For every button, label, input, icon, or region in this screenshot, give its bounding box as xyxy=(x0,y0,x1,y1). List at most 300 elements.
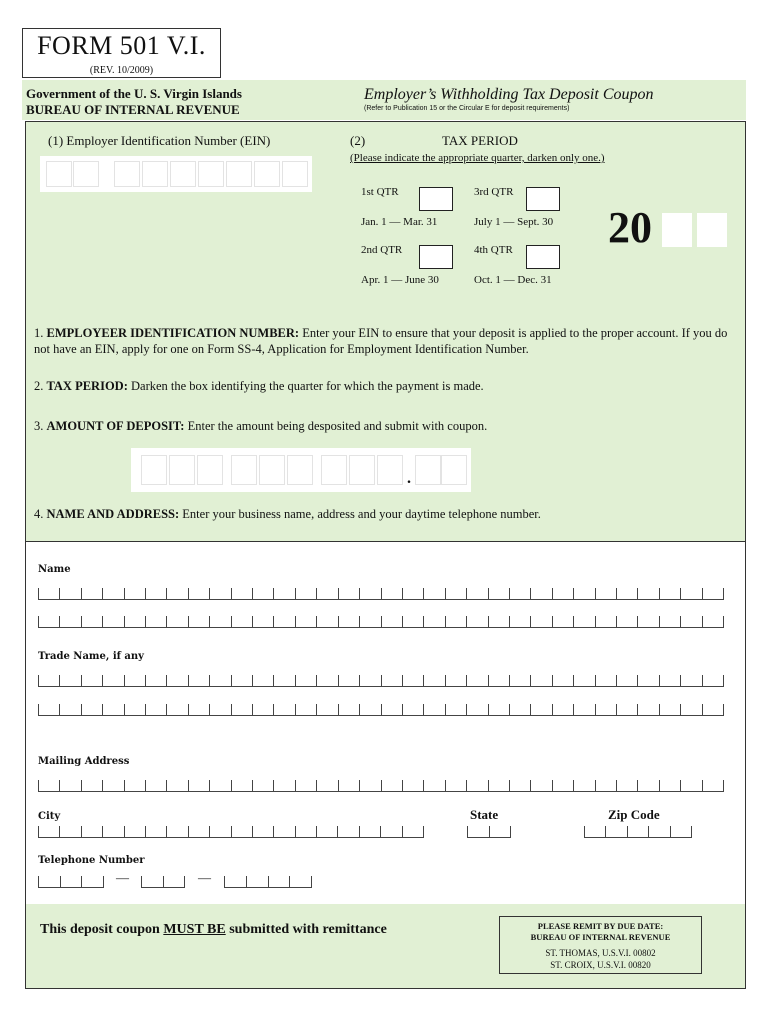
comb-tick xyxy=(637,588,638,600)
trade-name-label: Trade Name, if any xyxy=(38,651,144,662)
comb-tick xyxy=(188,588,189,600)
comb-tick xyxy=(359,826,360,838)
comb-tick xyxy=(81,704,82,716)
name-input-line-1[interactable] xyxy=(38,588,724,600)
comb-tick xyxy=(702,675,703,687)
year-digit[interactable] xyxy=(662,213,692,247)
comb-tick xyxy=(637,780,638,792)
comb-tick xyxy=(166,616,167,628)
comb-tick xyxy=(466,675,467,687)
comb-tick xyxy=(359,704,360,716)
comb-tick xyxy=(316,588,317,600)
comb-tick xyxy=(637,704,638,716)
comb-tick xyxy=(337,826,338,838)
comb-tick xyxy=(509,588,510,600)
comb-tick xyxy=(184,876,185,888)
comb-tick xyxy=(530,588,531,600)
quarter-1-checkbox[interactable] xyxy=(419,187,453,211)
comb-tick xyxy=(188,675,189,687)
comb-tick xyxy=(102,616,103,628)
remit-bureau: BUREAU OF INTERNAL REVENUE xyxy=(530,932,671,942)
quarter-3-range: July 1 — Sept. 30 xyxy=(474,216,554,228)
ein-digit[interactable] xyxy=(226,161,252,187)
comb-tick xyxy=(252,675,253,687)
remit-heading: PLEASE REMIT BY DUE DATE: xyxy=(537,921,664,931)
name-label: Name xyxy=(38,564,71,575)
comb-tick xyxy=(552,780,553,792)
zip-input[interactable] xyxy=(584,826,692,838)
comb-tick xyxy=(252,780,253,792)
comb-tick xyxy=(316,704,317,716)
comb-tick xyxy=(268,876,269,888)
comb-tick xyxy=(402,616,403,628)
comb-tick xyxy=(616,616,617,628)
comb-tick xyxy=(489,826,490,838)
comb-tick xyxy=(124,675,125,687)
comb-tick xyxy=(488,675,489,687)
comb-tick xyxy=(445,675,446,687)
comb-tick xyxy=(316,616,317,628)
comb-tick xyxy=(311,876,312,888)
instruction-3: 3. AMOUNT OF DEPOSIT: Enter the amount being desposited and submit with coupon. xyxy=(34,419,488,433)
trade-name-input-line-1[interactable] xyxy=(38,675,724,687)
comb-tick xyxy=(584,826,585,838)
comb-tick xyxy=(530,780,531,792)
comb-tick xyxy=(209,675,210,687)
comb-tick xyxy=(423,780,424,792)
comb-tick xyxy=(510,826,511,838)
comb-tick xyxy=(509,616,510,628)
comb-tick xyxy=(680,675,681,687)
year-digit[interactable] xyxy=(697,213,727,247)
comb-tick xyxy=(124,704,125,716)
comb-tick xyxy=(166,780,167,792)
remit-st-croix: ST. CROIX, U.S.V.I. 00820 xyxy=(550,960,651,970)
comb-tick xyxy=(402,675,403,687)
instruction-1: 1. EMPLOYEER IDENTIFICATION NUMBER: Enter your EIN to ensure that your deposit is applied to the proper account. If you do not have an EIN, apply for one on Form SS-4, Application for Employment Identification Number. xyxy=(34,326,728,356)
comb-tick xyxy=(616,704,617,716)
comb-tick xyxy=(423,704,424,716)
comb-tick xyxy=(488,704,489,716)
comb-tick xyxy=(145,616,146,628)
submit-note-pre: This deposit coupon xyxy=(40,922,164,937)
comb-tick xyxy=(467,826,468,838)
comb-tick xyxy=(402,588,403,600)
comb-tick xyxy=(552,704,553,716)
comb-tick xyxy=(166,588,167,600)
comb-tick xyxy=(231,704,232,716)
comb-tick xyxy=(466,780,467,792)
comb-tick xyxy=(359,616,360,628)
comb-tick xyxy=(273,704,274,716)
quarter-4-range: Oct. 1 — Dec. 31 xyxy=(474,274,552,286)
comb-tick xyxy=(81,826,82,838)
comb-tick xyxy=(38,876,39,888)
quarter-3-checkbox[interactable] xyxy=(526,187,560,211)
comb-baseline xyxy=(584,837,692,838)
instruction-4-title: NAME AND ADDRESS: xyxy=(46,507,180,521)
comb-tick xyxy=(81,780,82,792)
comb-tick xyxy=(252,588,253,600)
instruction-2-title: TAX PERIOD: xyxy=(46,379,128,393)
comb-baseline xyxy=(38,887,104,888)
remit-st-thomas: ST. THOMAS, U.S.V.I. 00802 xyxy=(545,948,656,958)
instruction-3-title: AMOUNT OF DEPOSIT: xyxy=(46,419,185,433)
ein-digit[interactable] xyxy=(198,161,224,187)
phone-separator: — xyxy=(116,870,129,885)
comb-tick xyxy=(163,876,164,888)
comb-tick xyxy=(102,826,103,838)
comb-tick xyxy=(423,616,424,628)
comb-tick xyxy=(659,616,660,628)
comb-tick xyxy=(124,616,125,628)
comb-tick xyxy=(166,675,167,687)
amount-field[interactable] xyxy=(131,448,471,492)
comb-tick xyxy=(402,826,403,838)
comb-tick xyxy=(380,826,381,838)
remit-address-box xyxy=(499,916,702,974)
amount-digit[interactable] xyxy=(259,455,285,485)
comb-tick xyxy=(552,675,553,687)
comb-tick xyxy=(488,616,489,628)
comb-tick xyxy=(702,704,703,716)
comb-tick xyxy=(573,675,574,687)
ein-digit[interactable] xyxy=(254,161,280,187)
comb-tick xyxy=(273,780,274,792)
amount-digit[interactable] xyxy=(349,455,375,485)
phone-area-code-input[interactable] xyxy=(38,876,104,888)
instruction-1-title: EMPLOYEER IDENTIFICATION NUMBER: xyxy=(46,326,300,340)
comb-tick xyxy=(530,704,531,716)
amount-digit[interactable] xyxy=(287,455,313,485)
quarter-1-label: 1st QTR xyxy=(361,186,399,198)
comb-tick xyxy=(573,780,574,792)
comb-tick xyxy=(359,675,360,687)
comb-tick xyxy=(488,780,489,792)
comb-tick xyxy=(102,675,103,687)
comb-tick xyxy=(691,826,692,838)
ein-digit[interactable] xyxy=(46,161,72,187)
comb-tick xyxy=(252,826,253,838)
state-label: State xyxy=(470,807,499,822)
comb-tick xyxy=(637,616,638,628)
comb-tick xyxy=(616,675,617,687)
comb-tick xyxy=(616,780,617,792)
comb-tick xyxy=(659,780,660,792)
comb-tick xyxy=(295,826,296,838)
amount-digit[interactable] xyxy=(231,455,257,485)
telephone-label: Telephone Number xyxy=(38,855,145,866)
instruction-4-text: Enter your business name, address and your daytime telephone number. xyxy=(182,507,541,521)
amount-digit[interactable] xyxy=(169,455,195,485)
comb-tick xyxy=(231,826,232,838)
comb-tick xyxy=(723,780,724,792)
comb-tick xyxy=(224,876,225,888)
comb-tick xyxy=(81,588,82,600)
form-title-box xyxy=(22,28,221,78)
comb-tick xyxy=(231,780,232,792)
comb-tick xyxy=(38,588,39,600)
comb-tick xyxy=(188,616,189,628)
comb-tick xyxy=(59,826,60,838)
quarter-4-label: 4th QTR xyxy=(474,244,513,256)
submit-note-emphasis: MUST BE xyxy=(163,922,226,937)
comb-tick xyxy=(445,780,446,792)
comb-tick xyxy=(445,704,446,716)
comb-tick xyxy=(595,616,596,628)
comb-tick xyxy=(316,780,317,792)
phone-prefix-input[interactable] xyxy=(141,876,185,888)
comb-tick xyxy=(659,704,660,716)
submit-note xyxy=(40,922,387,938)
comb-tick xyxy=(359,780,360,792)
comb-tick xyxy=(141,876,142,888)
comb-tick xyxy=(316,826,317,838)
comb-tick xyxy=(338,675,339,687)
comb-tick xyxy=(38,780,39,792)
amount-digit[interactable] xyxy=(377,455,403,485)
quarter-2-checkbox[interactable] xyxy=(419,245,453,269)
comb-tick xyxy=(59,616,60,628)
comb-tick xyxy=(680,704,681,716)
comb-tick xyxy=(595,704,596,716)
ein-period-section xyxy=(26,122,745,541)
comb-tick xyxy=(680,780,681,792)
tax-period-number: (2) xyxy=(350,133,366,148)
ein-digit[interactable] xyxy=(114,161,140,187)
comb-tick xyxy=(338,704,339,716)
comb-tick xyxy=(509,675,510,687)
comb-tick xyxy=(295,675,296,687)
comb-tick xyxy=(209,780,210,792)
comb-tick xyxy=(145,780,146,792)
comb-tick xyxy=(145,588,146,600)
comb-tick xyxy=(402,780,403,792)
comb-tick xyxy=(680,616,681,628)
comb-tick xyxy=(466,704,467,716)
name-address-section xyxy=(26,541,745,906)
footer-section xyxy=(26,904,745,988)
amount-cents-digit[interactable] xyxy=(441,455,467,485)
comb-tick xyxy=(188,780,189,792)
comb-tick xyxy=(445,616,446,628)
comb-tick xyxy=(273,826,274,838)
decimal-point: . xyxy=(407,470,411,487)
comb-tick xyxy=(145,826,146,838)
state-input[interactable] xyxy=(467,826,511,838)
comb-tick xyxy=(273,588,274,600)
comb-tick xyxy=(466,616,467,628)
comb-tick xyxy=(595,675,596,687)
comb-tick xyxy=(102,780,103,792)
comb-tick xyxy=(166,704,167,716)
comb-tick xyxy=(573,616,574,628)
comb-tick xyxy=(702,588,703,600)
comb-tick xyxy=(295,588,296,600)
form-title: FORM 501 V.I. xyxy=(37,31,206,60)
comb-tick xyxy=(627,826,628,838)
comb-tick xyxy=(670,826,671,838)
instruction-2-text: Darken the box identifying the quarter for which the payment is made. xyxy=(131,379,484,393)
comb-tick xyxy=(338,616,339,628)
comb-tick xyxy=(381,588,382,600)
comb-tick xyxy=(381,704,382,716)
comb-tick xyxy=(509,780,510,792)
ein-digit[interactable] xyxy=(282,161,308,187)
form-revision: (REV. 10/2009) xyxy=(89,65,154,76)
comb-tick xyxy=(295,704,296,716)
ein-field[interactable] xyxy=(40,156,312,192)
comb-tick xyxy=(38,826,39,838)
comb-tick xyxy=(231,675,232,687)
instruction-1-text: Enter your EIN to ensure that your deposit is applied to the proper account. If you do not have an EIN, apply for one on Form SS-4, Application for Employment Identification Number. xyxy=(34,326,728,356)
comb-tick xyxy=(103,876,104,888)
comb-tick xyxy=(488,588,489,600)
comb-tick xyxy=(316,675,317,687)
comb-tick xyxy=(573,588,574,600)
comb-tick xyxy=(145,704,146,716)
comb-tick xyxy=(702,780,703,792)
instruction-4: 4. NAME AND ADDRESS: Enter your business name, address and your daytime telephone number. xyxy=(34,507,541,521)
comb-tick xyxy=(81,616,82,628)
comb-tick xyxy=(59,675,60,687)
tax-period-instruction: (Please indicate the appropriate quarter, darken only one.) xyxy=(350,152,605,164)
comb-tick xyxy=(231,616,232,628)
amount-digit[interactable] xyxy=(197,455,223,485)
comb-tick xyxy=(530,675,531,687)
comb-tick xyxy=(723,704,724,716)
comb-tick xyxy=(295,616,296,628)
comb-tick xyxy=(466,588,467,600)
comb-tick xyxy=(38,616,39,628)
comb-tick xyxy=(338,780,339,792)
comb-tick xyxy=(359,588,360,600)
comb-tick xyxy=(273,675,274,687)
comb-tick xyxy=(59,588,60,600)
phone-separator: — xyxy=(198,870,211,885)
instruction-2: 2. TAX PERIOD: Darken the box identifying the quarter for which the payment is made. xyxy=(34,379,484,393)
submit-note-post: submitted with remittance xyxy=(225,922,387,937)
name-input-line-2[interactable] xyxy=(38,616,724,628)
ein-digit[interactable] xyxy=(170,161,196,187)
comb-tick xyxy=(509,704,510,716)
comb-tick xyxy=(246,876,247,888)
comb-tick xyxy=(423,588,424,600)
comb-tick xyxy=(573,704,574,716)
comb-tick xyxy=(381,616,382,628)
quarter-3-label: 3rd QTR xyxy=(474,186,514,198)
comb-tick xyxy=(605,826,606,838)
comb-tick xyxy=(209,616,210,628)
instruction-3-text: Enter the amount being desposited and submit with coupon. xyxy=(187,419,488,433)
comb-tick xyxy=(273,616,274,628)
comb-tick xyxy=(295,780,296,792)
zip-label: Zip Code xyxy=(608,807,660,822)
comb-tick xyxy=(702,616,703,628)
city-label: City xyxy=(38,811,61,822)
comb-tick xyxy=(38,675,39,687)
phone-line-input[interactable] xyxy=(224,876,312,888)
comb-tick xyxy=(445,588,446,600)
mailing-address-input[interactable] xyxy=(38,780,724,792)
comb-tick xyxy=(595,780,596,792)
comb-tick xyxy=(252,704,253,716)
comb-tick xyxy=(81,876,82,888)
coupon-form xyxy=(25,121,746,989)
comb-tick xyxy=(338,588,339,600)
tax-period-label: TAX PERIOD xyxy=(442,133,518,148)
comb-tick xyxy=(680,588,681,600)
comb-tick xyxy=(166,826,167,838)
comb-tick xyxy=(723,616,724,628)
ein-digit[interactable] xyxy=(73,161,99,187)
comb-tick xyxy=(659,675,660,687)
amount-cents-digit[interactable] xyxy=(415,455,441,485)
city-input[interactable] xyxy=(38,826,424,838)
comb-tick xyxy=(188,704,189,716)
comb-tick xyxy=(423,675,424,687)
comb-tick xyxy=(231,588,232,600)
coupon-title: Employer’s Withholding Tax Deposit Coupon xyxy=(364,86,654,103)
comb-tick xyxy=(102,588,103,600)
comb-tick xyxy=(145,675,146,687)
comb-tick xyxy=(81,675,82,687)
coupon-note: (Refer to Publication 15 or the Circular E for deposit requirements) xyxy=(364,105,570,112)
ein-label: (1) Employer Identification Number (EIN) xyxy=(48,133,271,148)
comb-tick xyxy=(102,704,103,716)
comb-tick xyxy=(59,780,60,792)
quarter-4-checkbox[interactable] xyxy=(526,245,560,269)
bureau-name: BUREAU OF INTERNAL REVENUE xyxy=(26,102,240,117)
comb-tick xyxy=(402,704,403,716)
mailing-address-label: Mailing Address xyxy=(38,756,130,767)
comb-tick xyxy=(124,780,125,792)
comb-tick xyxy=(723,675,724,687)
comb-tick xyxy=(530,616,531,628)
comb-tick xyxy=(60,876,61,888)
comb-tick xyxy=(595,588,596,600)
quarter-2-range: Apr. 1 — June 30 xyxy=(361,274,439,286)
trade-name-input-line-2[interactable] xyxy=(38,704,724,716)
comb-tick xyxy=(381,780,382,792)
comb-tick xyxy=(59,704,60,716)
comb-tick xyxy=(552,616,553,628)
comb-tick xyxy=(209,826,210,838)
comb-tick xyxy=(252,616,253,628)
comb-tick xyxy=(124,588,125,600)
comb-tick xyxy=(637,675,638,687)
quarter-1-range: Jan. 1 — Mar. 31 xyxy=(361,216,438,228)
amount-digit[interactable] xyxy=(141,455,167,485)
comb-tick xyxy=(552,588,553,600)
comb-tick xyxy=(289,876,290,888)
comb-tick xyxy=(38,704,39,716)
ein-digit[interactable] xyxy=(142,161,168,187)
comb-tick xyxy=(659,588,660,600)
quarter-2-label: 2nd QTR xyxy=(361,244,403,256)
amount-digit[interactable] xyxy=(321,455,347,485)
year-prefix: 20 xyxy=(608,203,652,252)
government-name: Government of the U. S. Virgin Islands xyxy=(26,86,242,101)
comb-tick xyxy=(124,826,125,838)
comb-tick xyxy=(188,826,189,838)
comb-tick xyxy=(648,826,649,838)
comb-tick xyxy=(209,704,210,716)
comb-tick xyxy=(381,675,382,687)
comb-tick xyxy=(723,588,724,600)
comb-tick xyxy=(209,588,210,600)
comb-tick xyxy=(423,826,424,838)
